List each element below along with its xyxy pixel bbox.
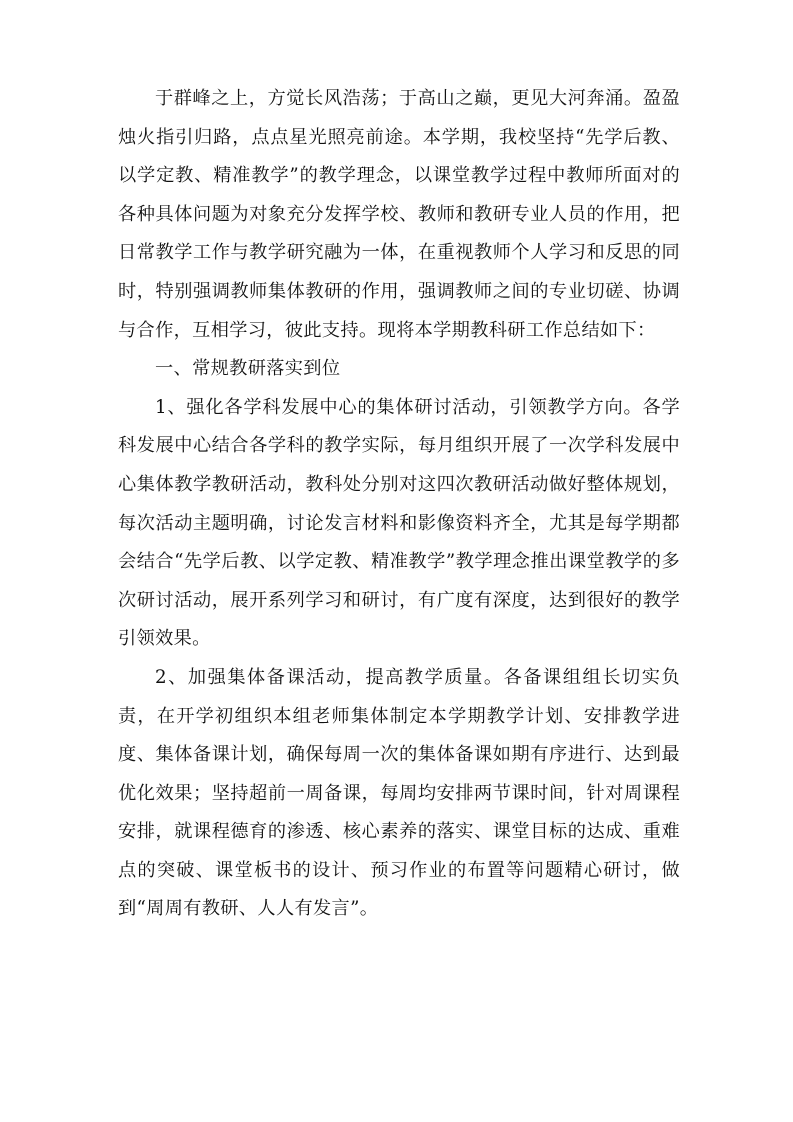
point-1-paragraph: 1、强化各学科发展中心的集体研讨活动，引领教学方向。各学科发展中心结合各学科的教学实际，每月组织开展了一次学科发展中心集体教学教研活动，教科处分别对这四次教研活动做好整体规划，每次活动主题明确，讨论发言材料和影像资料齐全，尤其是每学期都会结合“先学后教、以学定教、精准教学”教学理念推出课堂教学的多次研讨活动，展开系列学习和研讨，有广度有深度，达到很好的教学引领效果。	[118, 396, 680, 650]
point-2-paragraph: 2、加强集体备课活动，提高教学质量。各备课组组长切实负责，在开学初组织本组老师集体制定本学期教学计划、安排教学进度、集体备课计划，确保每周一次的集体备课如期有序进行、达到最优化效果；坚持超前一周备课，每周均安排两节课时间，针对周课程安排，就课程德育的渗透、核心素养的落实、课堂目标的达成、重难点的突破、课堂板书的设计、预习作业的布置等问题精心研讨，做到“周周有教研、人人有发言”。	[118, 666, 680, 920]
intro-paragraph: 于群峰之上，方觉长风浩荡；于高山之巅，更见大河奔涌。盈盈烛火指引归路，点点星光照亮前途。本学期，我校坚持“先学后教、以学定教、精准教学”的教学理念，以课堂教学过程中教师所面对的各种具体问题为对象充分发挥学校、教师和教研专业人员的作用，把日常教学工作与教学研究融为一体，在重视教师个人学习和反思的同时，特别强调教师集体教研的作用，强调教师之间的专业切磋、协调与合作，互相学习，彼此支持。现将本学期教科研工作总结如下：	[118, 88, 680, 341]
document-body	[118, 80, 680, 929]
section-heading: 一、常规教研落实到位	[155, 358, 341, 380]
